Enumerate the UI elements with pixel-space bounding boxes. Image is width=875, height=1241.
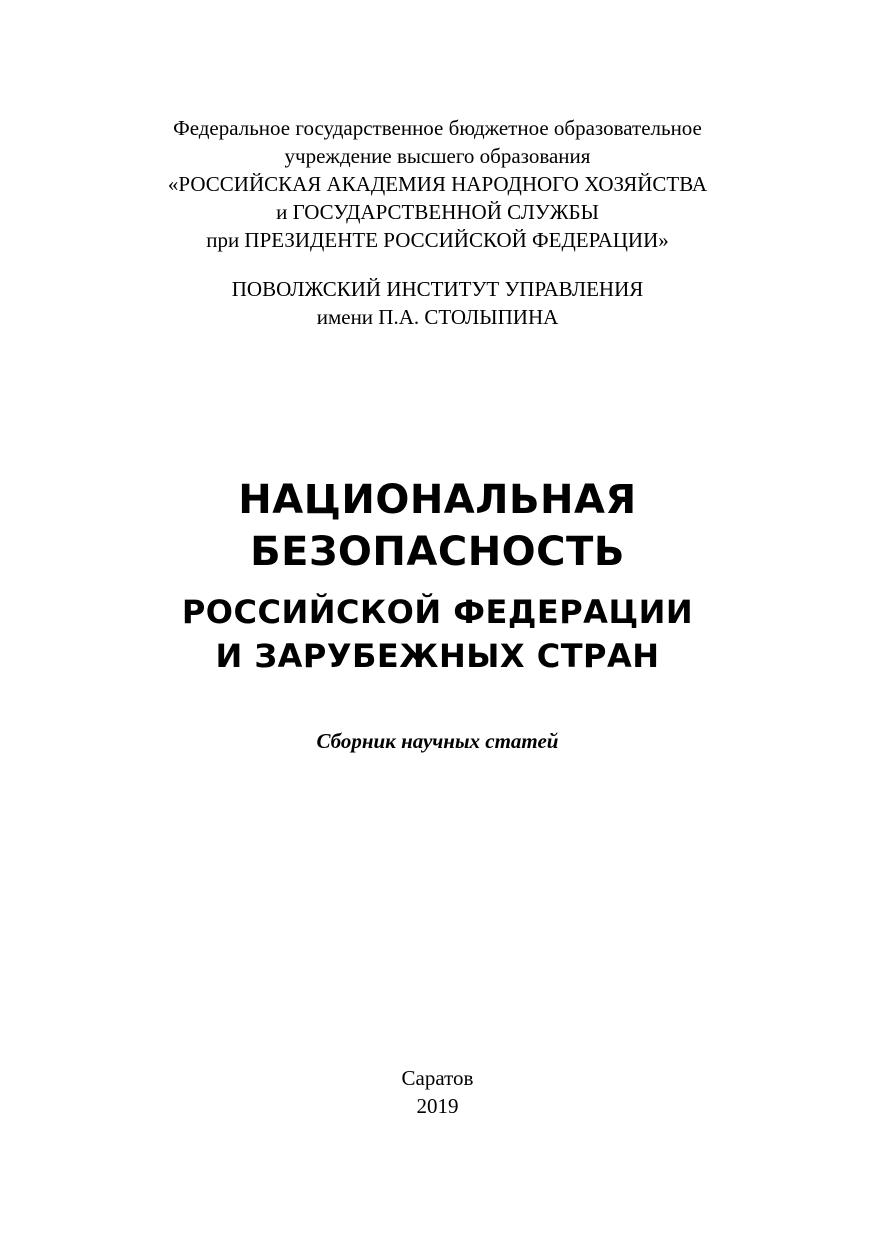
institution-line: «РОССИЙСКАЯ АКАДЕМИЯ НАРОДНОГО ХОЗЯЙСТВА	[167, 172, 708, 196]
imprint-year: 2019	[416, 1094, 459, 1118]
imprint	[0, 1064, 875, 1120]
book-subtitle	[0, 590, 875, 678]
book-subtitle-line: РОССИЙСКОЙ ФЕДЕРАЦИИ	[181, 593, 694, 631]
book-title-line: БЕЗОПАСНОСТЬ	[250, 529, 625, 575]
institution-header	[0, 114, 875, 254]
book-title-line: НАЦИОНАЛЬНАЯ	[238, 477, 637, 523]
book-title	[0, 474, 875, 578]
book-subtitle-line: И ЗАРУБЕЖНЫХ СТРАН	[215, 637, 660, 675]
institute-name	[0, 275, 875, 331]
institution-line: учреждение высшего образования	[284, 144, 591, 168]
institution-line: Федеральное государственное бюджетное образовательное	[173, 116, 702, 140]
imprint-city: Саратов	[401, 1066, 474, 1090]
institute-line: имени П.А. СТОЛЫПИНА	[316, 305, 559, 329]
institution-line: и ГОСУДАРСТВЕННОЙ СЛУЖБЫ	[276, 200, 599, 224]
institution-line: при ПРЕЗИДЕНТЕ РОССИЙСКОЙ ФЕДЕРАЦИИ»	[206, 228, 669, 252]
institute-line: ПОВОЛЖСКИЙ ИНСТИТУТ УПРАВЛЕНИЯ	[231, 277, 644, 301]
collection-type: Сборник научных статей	[316, 729, 559, 753]
